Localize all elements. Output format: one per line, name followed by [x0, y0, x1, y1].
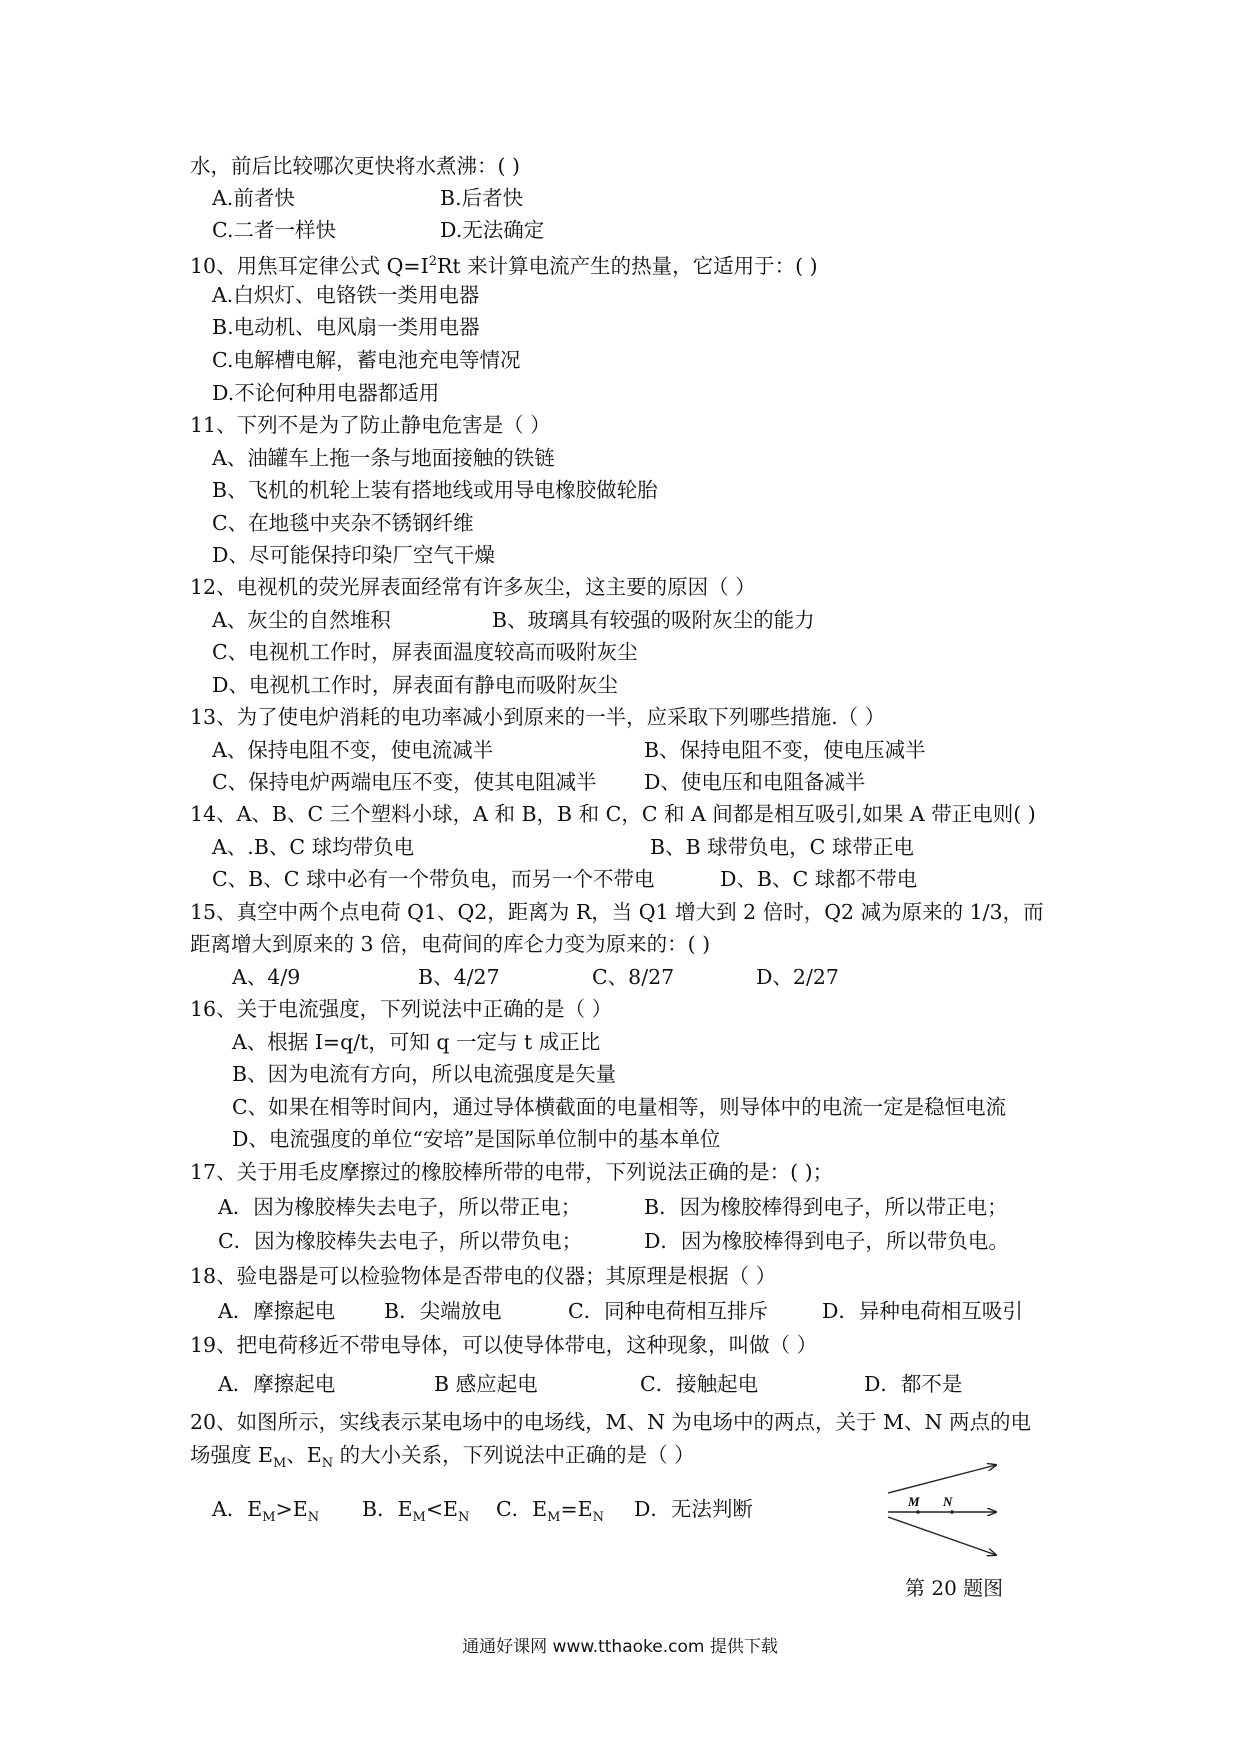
q13-option-b: B、保持电阻不变，使电压减半 [644, 738, 926, 762]
point-n-label: N [943, 1494, 953, 1509]
q10-option-a: A.白炽灯、电铬铁一类用电器 [212, 283, 480, 307]
q14-option-c: C、B、C 球中必有一个带负电，而另一个不带电 [212, 867, 655, 891]
point-m-dot [916, 1510, 920, 1514]
field-line-top [888, 1465, 996, 1493]
q13-option-a: A、保持电阻不变，使电流减半 [212, 738, 494, 762]
q12-option-b: B、玻璃具有较强的吸附灰尘的能力 [492, 608, 815, 632]
q18-option-c: C．同种电荷相互排斥 [568, 1299, 769, 1323]
q10-stem: 10、用焦耳定律公式 $Q=I^2Rt$ 来计算电流产生的热量，它适用于：( ) [190, 253, 818, 278]
q14-option-d: D、B、C 球都不带电 [720, 867, 918, 891]
q14-stem: 14、A、B、C 三个塑料小球，A 和 B，B 和 C，C 和 A 间都是相互吸引,如果 A 带正电则( ) [190, 802, 1036, 826]
q16-option-b: B、因为电流有方向，所以电流强度是矢量 [232, 1062, 617, 1086]
q12-option-d: D、电视机工作时，屏表面有静电而吸附灰尘 [212, 673, 618, 697]
q15-option-b: B、4/27 [418, 965, 500, 989]
q19-stem: 19、把电荷移近不带电导体，可以使导体带电，这种现象，叫做（ ） [190, 1333, 818, 1357]
q15-option-d: D、2/27 [756, 965, 839, 989]
q17-option-b: B．因为橡胶棒得到电子，所以带正电； [644, 1195, 1008, 1219]
q13-option-c: C、保持电炉两端电压不变，使其电阻减半 [212, 770, 597, 794]
q9-option-d: D.无法确定 [440, 218, 545, 242]
q18-option-d: D．异种电荷相互吸引 [822, 1299, 1023, 1323]
q18-stem: 18、验电器是可以检验物体是否带电的仪器；其原理是根据（ ） [190, 1264, 777, 1288]
q12-stem: 12、电视机的荧光屏表面经常有许多灰尘，这主要的原因（ ） [190, 575, 756, 599]
q19-option-a: A．摩擦起电 [218, 1372, 336, 1396]
q15-stem-line2: 距离增大到原来的 3 倍，电荷间的库仑力变为原来的：( ) [190, 932, 711, 956]
q14-option-b: B、B 球带负电，C 球带正电 [650, 835, 914, 859]
q20-stem-line2: 场强度 $E_M$、$E_N$ 的大小关系，下列说法中正确的是（ ） [190, 1443, 695, 1472]
q19-option-b: B 感应起电 [434, 1372, 538, 1396]
q20-option-a: A．$E_M>E_N$ [212, 1497, 320, 1526]
q9-option-a: A.前者快 [212, 186, 295, 210]
q11-option-a: A、油罐车上拖一条与地面接触的铁链 [212, 446, 555, 470]
q16-option-c: C、如果在相等时间内，通过导体横截面的电量相等，则导体中的电流一定是稳恒电流 [232, 1095, 1007, 1119]
q11-option-c: C、在地毯中夹杂不锈钢纤维 [212, 511, 474, 535]
q9-stem: 水，前后比较哪次更快将水煮沸：( ) [190, 154, 521, 178]
q9-option-b: B.后者快 [440, 186, 524, 210]
q15-stem-line1: 15、真空中两个点电荷 Q1、Q2，距离为 R，当 Q1 增大到 2 倍时，Q2 减为原来的 1/3，而 [190, 900, 1044, 924]
q11-stem: 11、下列不是为了防止静电危害是（ ） [190, 413, 551, 437]
q20-stem-line1: 20、如图所示，实线表示某电场中的电场线，M、N 为电场中的两点，关于 M、N 两点的电 [190, 1410, 1031, 1434]
q12-option-c: C、电视机工作时，屏表面温度较高而吸附灰尘 [212, 640, 638, 664]
electric-field-lines-figure [880, 1455, 1010, 1565]
point-n-dot [950, 1510, 954, 1514]
q20-option-d: D．无法判断 [634, 1497, 753, 1521]
q9-option-c: C.二者一样快 [212, 218, 336, 242]
q20-option-b: B．$E_M<E_N$ [362, 1497, 470, 1526]
q11-option-d: D、尽可能保持印染厂空气干燥 [212, 543, 495, 567]
figure-caption: 第 20 题图 [905, 1576, 1004, 1600]
q10-option-c: C.电解槽电解，蓄电池充电等情况 [212, 348, 521, 372]
q10-option-d: D.不论何种用电器都适用 [212, 381, 440, 405]
q17-option-c: C．因为橡胶棒失去电子，所以带负电； [218, 1229, 583, 1253]
q15-option-c: C、8/27 [592, 965, 675, 989]
q13-stem: 13、为了使电炉消耗的电功率减小到原来的一半，应采取下列哪些措施.（ ） [190, 705, 886, 729]
q15-option-a: A、4/9 [232, 965, 301, 989]
field-line-bottom [888, 1517, 996, 1555]
q19-option-d: D．都不是 [864, 1372, 963, 1396]
q16-option-a: A、根据 I=q/t，可知 q 一定与 t 成正比 [232, 1030, 601, 1054]
point-m-label: M [908, 1494, 920, 1509]
q16-stem: 16、关于电流强度，下列说法中正确的是（ ） [190, 997, 613, 1021]
q13-option-d: D、使电压和电阻备减半 [644, 770, 866, 794]
q17-option-d: D．因为橡胶棒得到电子，所以带负电。 [644, 1229, 1009, 1253]
q14-option-a: A、.B、C 球均带负电 [212, 835, 415, 859]
q10-option-b: B.电动机、电风扇一类用电器 [212, 315, 480, 339]
q17-stem: 17、关于用毛皮摩擦过的橡胶棒所带的电带，下列说法正确的是：( )； [190, 1160, 834, 1184]
q18-option-a: A．摩擦起电 [218, 1299, 336, 1323]
q11-option-b: B、飞机的机轮上装有搭地线或用导电橡胶做轮胎 [212, 478, 658, 502]
q17-option-a: A．因为橡胶棒失去电子，所以带正电； [218, 1195, 582, 1219]
page-footer: 通通好课网 www.tthaoke.com 提供下载 [462, 1637, 778, 1657]
q16-option-d: D、电流强度的单位“安培”是国际单位制中的基本单位 [232, 1127, 721, 1151]
q19-option-c: C．接触起电 [640, 1372, 759, 1396]
q18-option-b: B．尖端放电 [384, 1299, 502, 1323]
q20-option-c: C．$E_M=E_N$ [496, 1497, 604, 1526]
q12-option-a: A、灰尘的自然堆积 [212, 608, 391, 632]
